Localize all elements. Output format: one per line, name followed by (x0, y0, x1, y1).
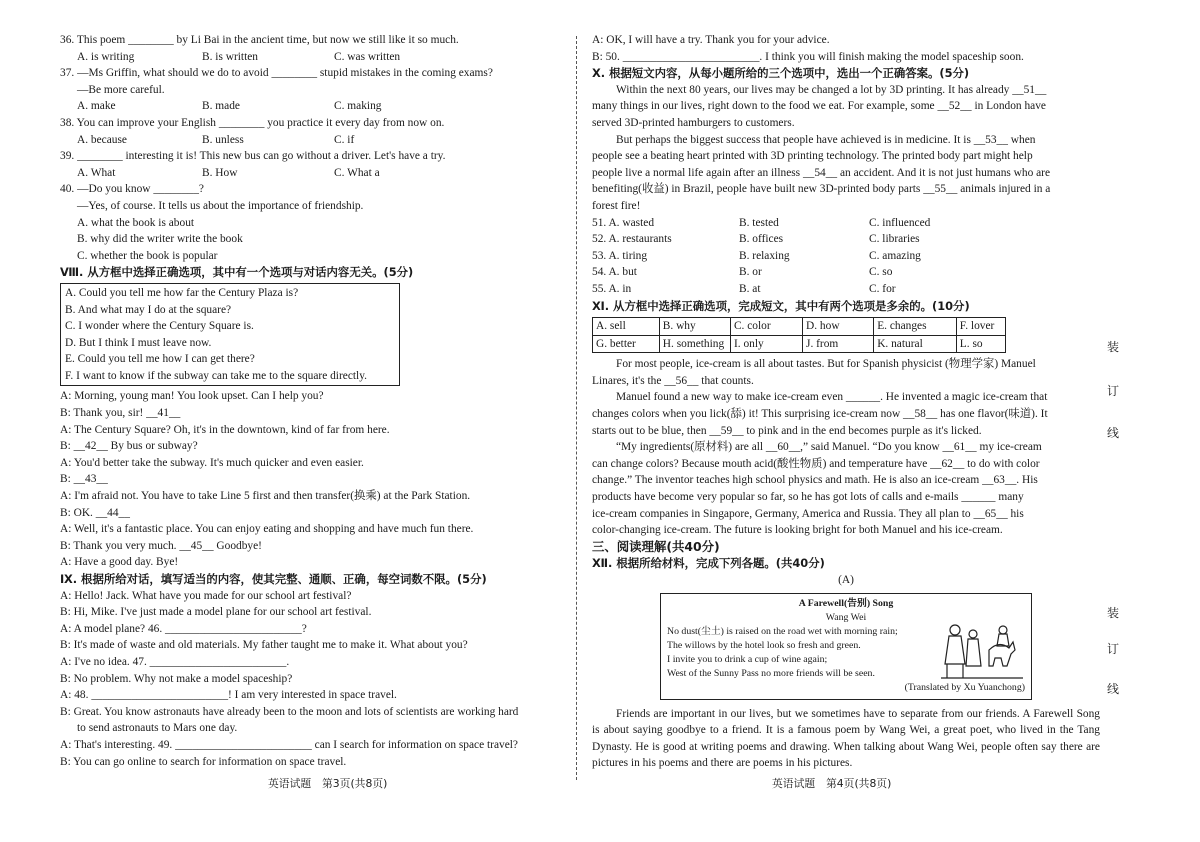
paragraph-line: Manuel found a new way to make ice-cream even ______. He invented a magic ice-cream that (616, 391, 1048, 404)
text-line: B. why did the writer write the book (77, 233, 243, 246)
answer-option: B. relaxing (739, 249, 790, 262)
text-line: A: Morning, young man! You look upset. Can I help you? (60, 390, 324, 403)
part-heading: 三、阅读理解(共40分) (592, 538, 720, 554)
word-bank-row (593, 335, 1005, 353)
text-line: changes colors when you lick(舔) it! This surprising ice-cream now __58__ has one flavor(味道). It (592, 408, 1048, 421)
text-line: A: Hello! Jack. What have you made for our school art festival? (60, 589, 352, 602)
box-option: D. But I think I must leave now. (65, 336, 212, 349)
answer-option: C. for (869, 282, 896, 295)
paragraph-line: But perhaps the biggest success that people have achieved is in medicine. It is __53__ when (616, 133, 1036, 146)
section-heading: Ⅹ. 根据短文内容，从每小题所给的三个选项中，选出一个正确答案。(5分) (592, 66, 970, 81)
poem-credit: (Translated by Xu Yuanchong) (904, 681, 1025, 693)
answer-option: A. make (77, 100, 116, 113)
answer-option: B. offices (739, 233, 784, 246)
binding-mark: 装 (1106, 340, 1119, 354)
paragraph-line: “My ingredients(原材料) are all __60__,” said Manuel. “Do you know __61__ my ice-cream (616, 441, 1042, 454)
text-line: change.” The inventor teaches high school physics and math. He is also an ice-cream __63__. His (592, 474, 1038, 487)
box-option: A. Could you tell me how far the Century Plaza is? (65, 286, 299, 299)
answer-option: 55. A. in (592, 282, 632, 295)
text-line: B: It's made of waste and old materials. My father taught me to make it. What about you? (60, 639, 468, 652)
answer-option: B. or (739, 266, 762, 279)
word-bank-item: H. something (660, 336, 731, 353)
answer-option: C. What a (334, 166, 380, 179)
option-row (592, 231, 1100, 248)
option-row (592, 248, 1100, 265)
text-line: B: OK. __44__ (60, 506, 130, 519)
section-heading: Ⅸ. 根据所给对话，填写适当的内容，使其完整、通顺、正确，每空词数不限。(5分) (60, 572, 487, 586)
text-line: B: Hi, Mike. I've just made a model plane for our school art festival. (60, 606, 372, 619)
footer-page-4: 英语试题 第4页(共8页) (772, 777, 892, 790)
option-row (60, 98, 565, 115)
answer-option: B. at (739, 282, 761, 295)
text-line: A: Well, it's a fantastic place. You can enjoy eating and shopping and have much fun there. (60, 523, 474, 536)
box-option: C. I wonder where the Century Square is. (65, 320, 254, 333)
box-option: B. And what may I do at the square? (65, 303, 232, 316)
page-3-column (60, 0, 565, 842)
binding-mark: 装 (1106, 606, 1119, 620)
option-row (60, 165, 565, 182)
text-line: A: 48. ________________________! I am very interested in space travel. (60, 689, 397, 702)
poem-title: A Farewell(告别) Song (798, 597, 894, 609)
answer-option: C. so (869, 266, 893, 279)
text-line: 40. —Do you know ________? (60, 183, 204, 196)
answer-option: 51. A. wasted (592, 216, 655, 229)
word-bank-item: K. natural (874, 336, 957, 353)
box-option: E. Could you tell me how I can get there? (65, 353, 255, 366)
answer-option: B. unless (202, 133, 244, 146)
word-bank-item: E. changes (874, 318, 957, 335)
text-line: —Yes, of course. It tells us about the importance of friendship. (77, 199, 364, 212)
text-line: products have become very popular so far, so he has got lots of calls and e-mails ______ many (592, 491, 1024, 504)
text-line: A: A model plane? 46. ________________________? (60, 622, 307, 635)
option-row (60, 132, 565, 149)
paragraph-line: Within the next 80 years, our lives may be changed a lot by 3D printing. It has already __51__ (616, 83, 1047, 96)
poem-line: The willows by the hotel look so fresh and green. (667, 639, 861, 651)
text-line: —Be more careful. (77, 83, 165, 96)
text-line: to send astronauts to Mars one day. (77, 722, 238, 735)
answer-option: C. influenced (869, 216, 931, 229)
text-line: 39. ________ interesting it is! This new bus can go without a driver. Let's have a try. (60, 150, 446, 163)
text-line: 37. —Ms Griffin, what should we do to avoid ________ stupid mistakes in the coming exams? (60, 67, 493, 80)
word-bank-item: A. sell (593, 318, 660, 335)
word-bank-item: C. color (731, 318, 803, 335)
answer-option: 53. A. tiring (592, 249, 648, 262)
binding-mark: 订 (1106, 384, 1119, 398)
text-line: can change colors? Because mouth acid(酸性物质) and temperature have __62__ to do with color (592, 457, 1040, 470)
poem-line: I invite you to drink a cup of wine again; (667, 653, 828, 665)
text-line: served 3D-printed hamburgers to customers. (592, 116, 795, 129)
answer-option: 54. A. but (592, 266, 637, 279)
text-line: B: No problem. Why not make a model spaceship? (60, 672, 293, 685)
paragraph-line: For most people, ice-cream is all about tastes. But for Spanish physicist (物理学家) Manuel (616, 358, 1036, 371)
box-option: F. I want to know if the subway can take me to the square directly. (65, 369, 368, 382)
answer-option: C. if (334, 133, 355, 146)
answer-option: C. making (334, 100, 382, 113)
section-heading: Ⅺ. 从方框中选择正确选项，完成短文，其中有两个选项是多余的。(10分) (592, 298, 970, 313)
text-line: starts out to be blue, then __59__ to pink and in the end becomes purple as it's licked. (592, 424, 982, 437)
poem-box (660, 593, 1032, 700)
text-line: 36. This poem ________ by Li Bai in the ancient time, but now we still like it so much. (60, 34, 459, 46)
text-line: B: __42__ By bus or subway? (60, 440, 198, 453)
word-bank-row (593, 318, 1005, 335)
text-line: ice-cream companies in Singapore, Germany, America and Russia. They all plan to __65__ his (592, 507, 1024, 520)
option-row (592, 215, 1100, 232)
binding-mark: 线 (1106, 682, 1119, 696)
text-line: benefiting(收益) in Brazil, people have built new 3D-printed body parts __55__ animals injured in a (592, 183, 1051, 196)
text-line: A: The Century Square? Oh, it's in the downtown, kind of far from here. (60, 423, 390, 436)
answer-option: A. because (77, 133, 127, 146)
word-bank-item: L. so (959, 337, 983, 350)
text-line: B: Thank you, sir! __41__ (60, 407, 181, 420)
section-heading: Ⅷ. 从方框中选择正确选项，其中有一个选项与对话内容无关。(5分) (60, 265, 414, 280)
answer-option: A. is writing (77, 50, 135, 63)
binding-mark: 订 (1106, 642, 1119, 656)
answer-option: C. was written (334, 50, 401, 63)
option-box (60, 283, 400, 387)
text-line: A: I'm afraid not. You have to take Line 5 first and then transfer(换乘) at the Park Station. (60, 490, 471, 503)
text-line: Linares, it's the __56__ that counts. (592, 374, 754, 387)
option-row (592, 281, 1100, 298)
poem-line: No dust(尘土) is raised on the road wet with morning rain; (667, 625, 898, 637)
answer-option: C. libraries (869, 233, 920, 246)
footer-page-3: 英语试题 第3页(共8页) (268, 777, 388, 790)
text-line: A: That's interesting. 49. ________________________ can I search for information on space travel? (60, 738, 518, 751)
word-bank-item: J. from (803, 336, 874, 353)
text-line: 38. You can improve your English ________ you practice it every day from now on. (60, 116, 445, 129)
answer-option: B. tested (739, 216, 779, 229)
text-line: people live a normal life again after an illness __54__ an accident. And it is not just humans who are (592, 166, 1051, 179)
column-divider (576, 36, 577, 780)
section-heading: Ⅻ. 根据所给材料，完成下列各题。(共40分) (592, 556, 825, 571)
answer-option: 52. A. restaurants (592, 233, 672, 246)
page-4-column (592, 0, 1100, 842)
text-line: A. what the book is about (77, 216, 195, 229)
word-bank-item: I. only (731, 336, 803, 353)
text-line: A: I've no idea. 47. ________________________. (60, 655, 290, 668)
passage-paragraph: Friends are important in our lives, but we sometimes have to separate from our friends. A Farewell Song is about saying goodbye to a friend. It is a famous poem by Wang Wei, a great poet, who lived in the Tang Dynasty. He is good at writing poems and drawing. When talking about Wang Wei, people often say there are pictures in his poems and there are poems in his pictures. (592, 707, 1100, 770)
word-bank (592, 317, 1006, 353)
text-line: color-changing ice-cream. The future is looking bright for both Manuel and his ice-cream. (592, 524, 1003, 537)
word-bank-item: D. how (803, 318, 874, 335)
poem-author: Wang Wei (825, 611, 867, 623)
binding-mark: 线 (1106, 426, 1119, 440)
text-line: C. whether the book is popular (77, 249, 218, 262)
text-line: B: Great. You know astronauts have already been to the moon and lots of scientists are working hard (60, 705, 519, 718)
text-line: A: You'd better take the subway. It's much quicker and even easier. (60, 456, 364, 469)
option-row (60, 49, 565, 66)
text-line: forest fire! (592, 199, 641, 212)
text-line: B: __43__ (60, 473, 108, 486)
text-line: B: 50. ________________________. I think you will finish making the model spaceship soon. (592, 50, 1024, 63)
text-line: B: You can go online to search for information on space travel. (60, 755, 347, 768)
text-line: B: Thank you very much. __45__ Goodbye! (60, 539, 262, 552)
option-row (592, 264, 1100, 281)
text-line: many things in our lives, right down to the food we eat. For example, some __52__ in London have (592, 100, 1046, 113)
answer-option: B. is written (202, 50, 259, 63)
word-bank-item: B. why (660, 318, 731, 335)
answer-option: A. What (77, 166, 116, 179)
poem-illustration-icon (941, 620, 1023, 682)
answer-option: B. How (202, 166, 238, 179)
text-line: A: OK, I will have a try. Thank you for your advice. (592, 34, 830, 46)
answer-option: C. amazing (869, 249, 921, 262)
text-line: people see a beating heart printed with 3D printing technology. The printed body part might help (592, 150, 1033, 163)
answer-option: B. made (202, 100, 240, 113)
word-bank-item: F. lover (959, 320, 995, 333)
poem-line: West of the Sunny Pass no more friends will be seen. (667, 667, 875, 679)
word-bank-item: G. better (593, 336, 660, 353)
passage-label: (A) (838, 574, 854, 586)
text-line: A: Have a good day. Bye! (60, 556, 179, 569)
